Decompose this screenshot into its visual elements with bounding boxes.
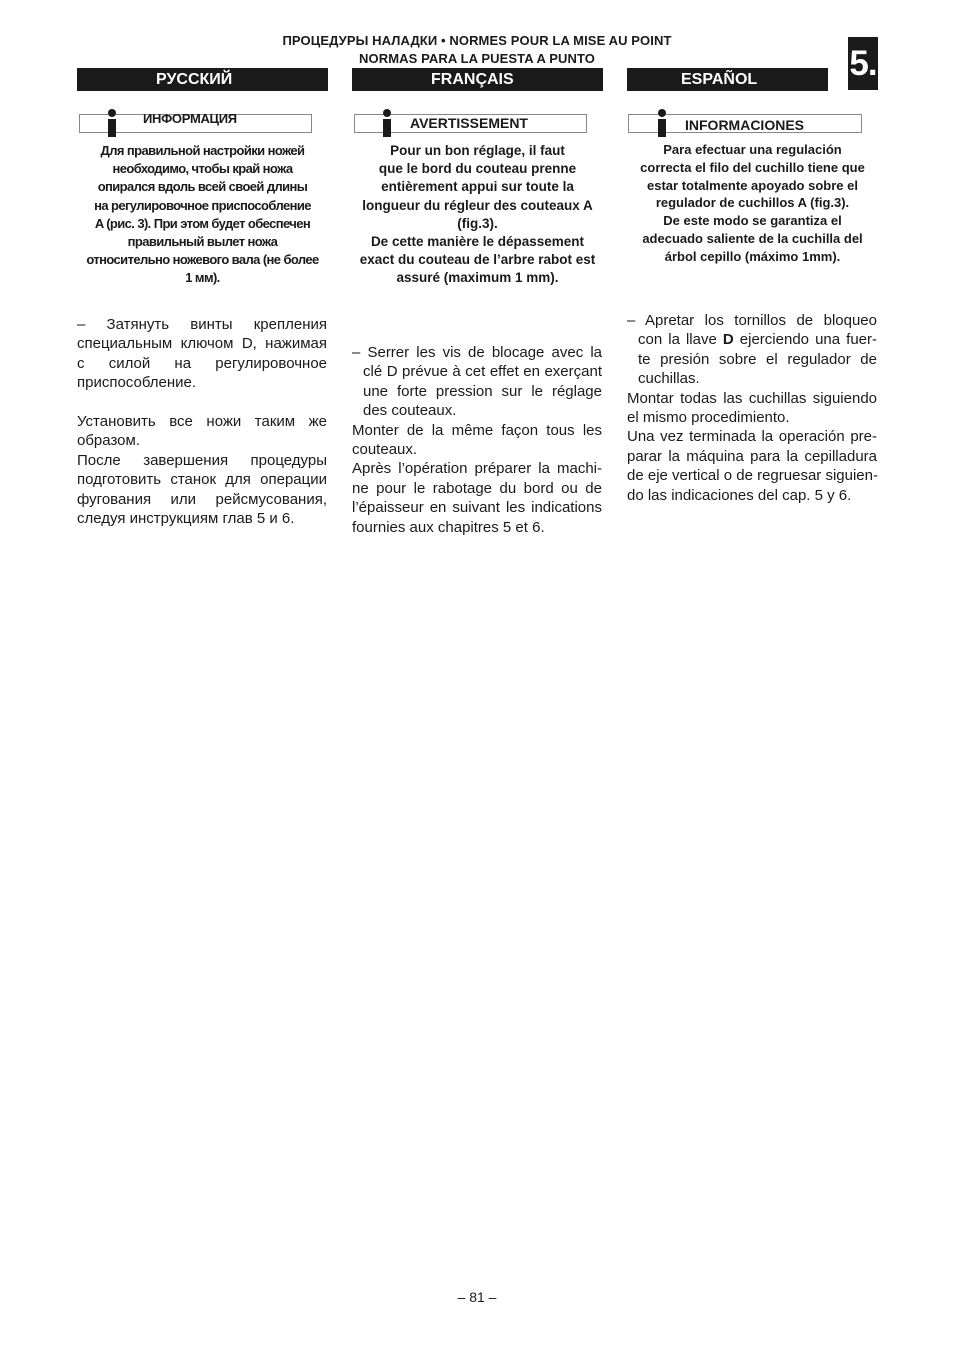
text-line: longueur du régleur des couteaux A	[362, 197, 593, 213]
page-number: – 81 –	[457, 1289, 497, 1305]
text-line	[77, 393, 327, 412]
text-line: l’épaisseur en suivant les indications	[352, 499, 602, 517]
text-line: После завершения процедуры	[77, 451, 327, 469]
body-text-russian	[77, 315, 327, 528]
text-line: следуя инструкциям глав 5 и 6.	[77, 510, 295, 528]
text-line: clé D prévue à cet effet en exerçant	[363, 363, 602, 381]
text-line: с силой на регулировочное	[77, 354, 327, 372]
text-line: подготовить станок для операции	[77, 471, 327, 489]
text-line: árbol cepillo (máximo 1mm).	[664, 248, 841, 264]
text-line: – Apretar los tornillos de bloqueo	[627, 312, 877, 329]
body-text-french	[352, 343, 602, 537]
header-title-line2: NORMAS PARA LA PUESTA A PUNTO	[359, 51, 595, 66]
info-title-russian: ИНФОРМАЦИЯ	[143, 111, 237, 126]
info-icon	[105, 109, 119, 137]
header-title-line1: ПРОЦЕДУРЫ НАЛАДКИ • NORMES POUR LA MISE AU POINT	[282, 33, 672, 48]
text-line: do las indicaciones del cap. 5 y 6.	[627, 486, 852, 504]
text-line: специальным ключом D, нажимая	[77, 335, 327, 353]
chapter-badge: 5.	[848, 37, 878, 90]
text-line	[627, 330, 877, 349]
text-line: une forte pression sur le réglage	[363, 382, 602, 400]
text-line: 1 мм).	[185, 270, 220, 286]
text-line: te presión sobre el regulador de	[638, 350, 877, 368]
text-line: correcta el filo del cuchillo tiene que	[640, 159, 865, 175]
text-line: assuré (maximum 1 mm).	[396, 270, 559, 286]
lang-bar-spanish: ESPAÑOL	[627, 68, 828, 91]
text-line: – Затянуть винты крепления	[77, 316, 327, 333]
text-line: необходимо, чтобы край ножа	[112, 161, 293, 177]
text-line: Установить все ножи таким же	[77, 413, 327, 431]
text-fragment: con la llave	[638, 331, 723, 349]
text-line: de eje vertical o de regruesar siguien-	[627, 467, 878, 485]
text-line: фугования или рейсмусования,	[77, 490, 327, 508]
text-line: el mismo procedimiento.	[627, 409, 790, 427]
text-line: des couteaux.	[363, 402, 457, 420]
text-line: Pour un bon réglage, il faut	[390, 143, 565, 158]
text-line: fournies aux chapitres 5 et 6.	[352, 518, 545, 536]
text-line: – Serrer les vis de blocage avec la	[352, 344, 602, 361]
text-line: adecuado saliente de la cuchilla del	[642, 230, 863, 246]
text-line: правильный вылет ножа	[127, 234, 278, 250]
text-line: estar totalmente apoyado sobre el	[647, 177, 858, 193]
text-line: que le bord du couteau prenne	[378, 161, 577, 177]
info-text-french	[352, 142, 603, 288]
lang-bar-french: FRANÇAIS	[352, 68, 603, 91]
text-line: De este modo se garantiza el	[663, 213, 842, 229]
text-fragment: ejerciendo una fuer-	[733, 331, 877, 349]
text-line: (fig.3).	[457, 215, 498, 231]
info-title-french: AVERTISSEMENT	[410, 115, 528, 131]
text-line: cuchillas.	[638, 370, 700, 388]
info-text-spanish	[627, 141, 878, 266]
text-line: опирался вдоль всей своей длины	[97, 179, 308, 195]
text-line: Una vez terminada la operación pre-	[627, 428, 877, 446]
text-line: regulador de cuchillos A (fig.3).	[655, 195, 850, 211]
text-line: приспособление.	[77, 374, 197, 392]
text-line: на регулировочное приспособление	[94, 197, 311, 213]
text-line: ne pour le rabotage du bord ou de	[352, 479, 602, 497]
text-line: относительно ножевого вала (не более	[86, 252, 319, 268]
lang-bar-russian: РУССКИЙ	[77, 68, 328, 91]
key-label-d: D	[722, 331, 734, 349]
text-line: couteaux.	[352, 441, 418, 459]
text-line: Для правильной настройки ножей	[100, 143, 305, 158]
info-icon	[655, 109, 669, 137]
text-line: entièrement appui sur toute la	[381, 179, 574, 195]
text-line: parar la máquina para la cepilladura	[627, 447, 877, 465]
info-text-russian	[77, 142, 328, 288]
body-text-spanish	[627, 311, 877, 505]
text-line: Montar todas las cuchillas siguiendo	[627, 389, 877, 407]
text-line: Para efectuar una regulación	[663, 142, 842, 157]
info-icon	[380, 109, 394, 137]
text-line: A (рис. 3). При этом будет обеспечен	[94, 215, 311, 231]
text-line: Après l’opération préparer la machi-	[352, 460, 602, 478]
text-line: Monter de la même façon tous les	[352, 421, 602, 439]
text-line: образом.	[77, 432, 140, 450]
text-line: De cette manière le dépassement	[370, 234, 585, 250]
text-line: exact du couteau de l’arbre rabot est	[359, 252, 596, 268]
info-title-spanish: INFORMACIONES	[685, 117, 804, 133]
